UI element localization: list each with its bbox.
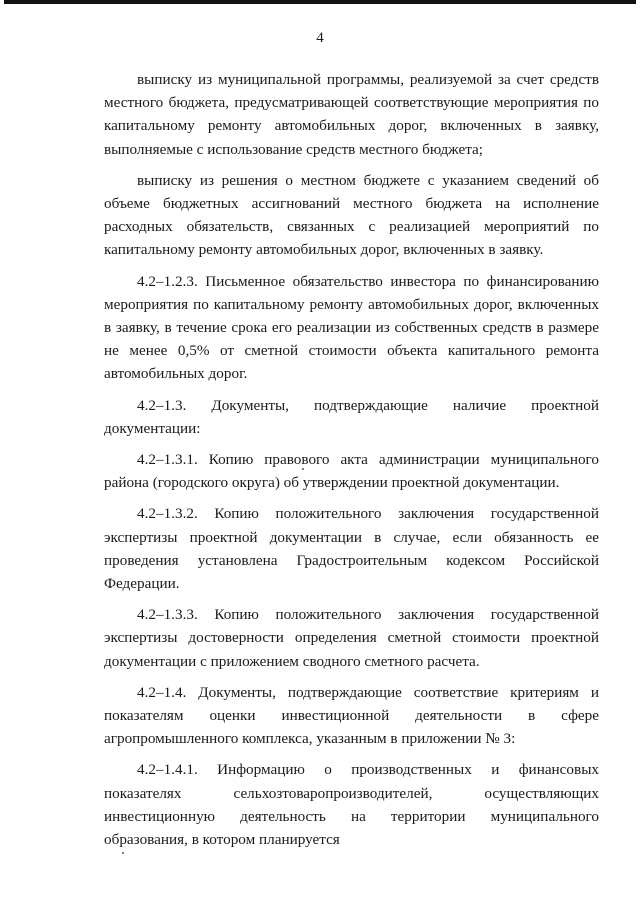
paragraph-5: 4.2–1.3.1. Копию правового акта администрации муниципального района (городского округа) об утверждении проектной документации. <box>104 451 599 492</box>
page-number: 4 <box>316 30 324 46</box>
top-border-line <box>4 0 636 4</box>
paragraph-2: выписку из решения о местном бюджете с указанием сведений об объеме бюджетных ассигнований местного бюджета на исполнение расходных обязательств, связанных с реализацией мероприятий по капитальному ремонту автомобильных дорог, включенных в заявку. <box>104 171 599 259</box>
paragraph-3: 4.2–1.2.3. Письменное обязательство инвестора по финансированию мероприятия по капитальному ремонту автомобильных дорог, включенных в заявку, в течение срока его реализации из собственных средств в размере не менее 0,5% от сметной стоимости объекта капитального ремонта автомобильных дорог. <box>104 272 599 383</box>
paragraph-8: 4.2–1.4. Документы, подтверждающие соответствие критериям и показателям оценки инвестиционной деятельности в сфере агропромышленного комплекса, указанным в приложении № 3: <box>104 683 599 748</box>
paragraph-7: 4.2–1.3.3. Копию положительного заключения государственной экспертизы достоверности определения сметной стоимости проектной документации с приложением сводного сметного расчета. <box>104 606 599 670</box>
paragraph-1: выписку из муниципальной программы, реализуемой за счет средств местного бюджета, предусматривающей соответствующие мероприятия по капитальному ремонту автомобильных дорог, включенных в заявку, выполняемые с использование средств местного бюджета; <box>104 71 599 158</box>
paragraph-9: 4.2–1.4.1. Информацию о производственных и финансовых показателях сельхозтоваропроизводителей, осуществляющих инвестиционную деятельность на территории муниципального образования, в котором планируется <box>104 761 599 849</box>
paragraph-4: 4.2–1.3. Документы, подтверждающие наличие проектной документации: <box>104 396 599 437</box>
scan-speck <box>302 468 304 470</box>
document-body <box>104 68 599 859</box>
scan-speck <box>122 852 124 854</box>
paragraph-6: 4.2–1.3.2. Копию положительного заключения государственной экспертизы проектной документации в случае, если обязанность ее проведения установлена Градостроительным кодексом Российской Федерации. <box>104 505 599 593</box>
